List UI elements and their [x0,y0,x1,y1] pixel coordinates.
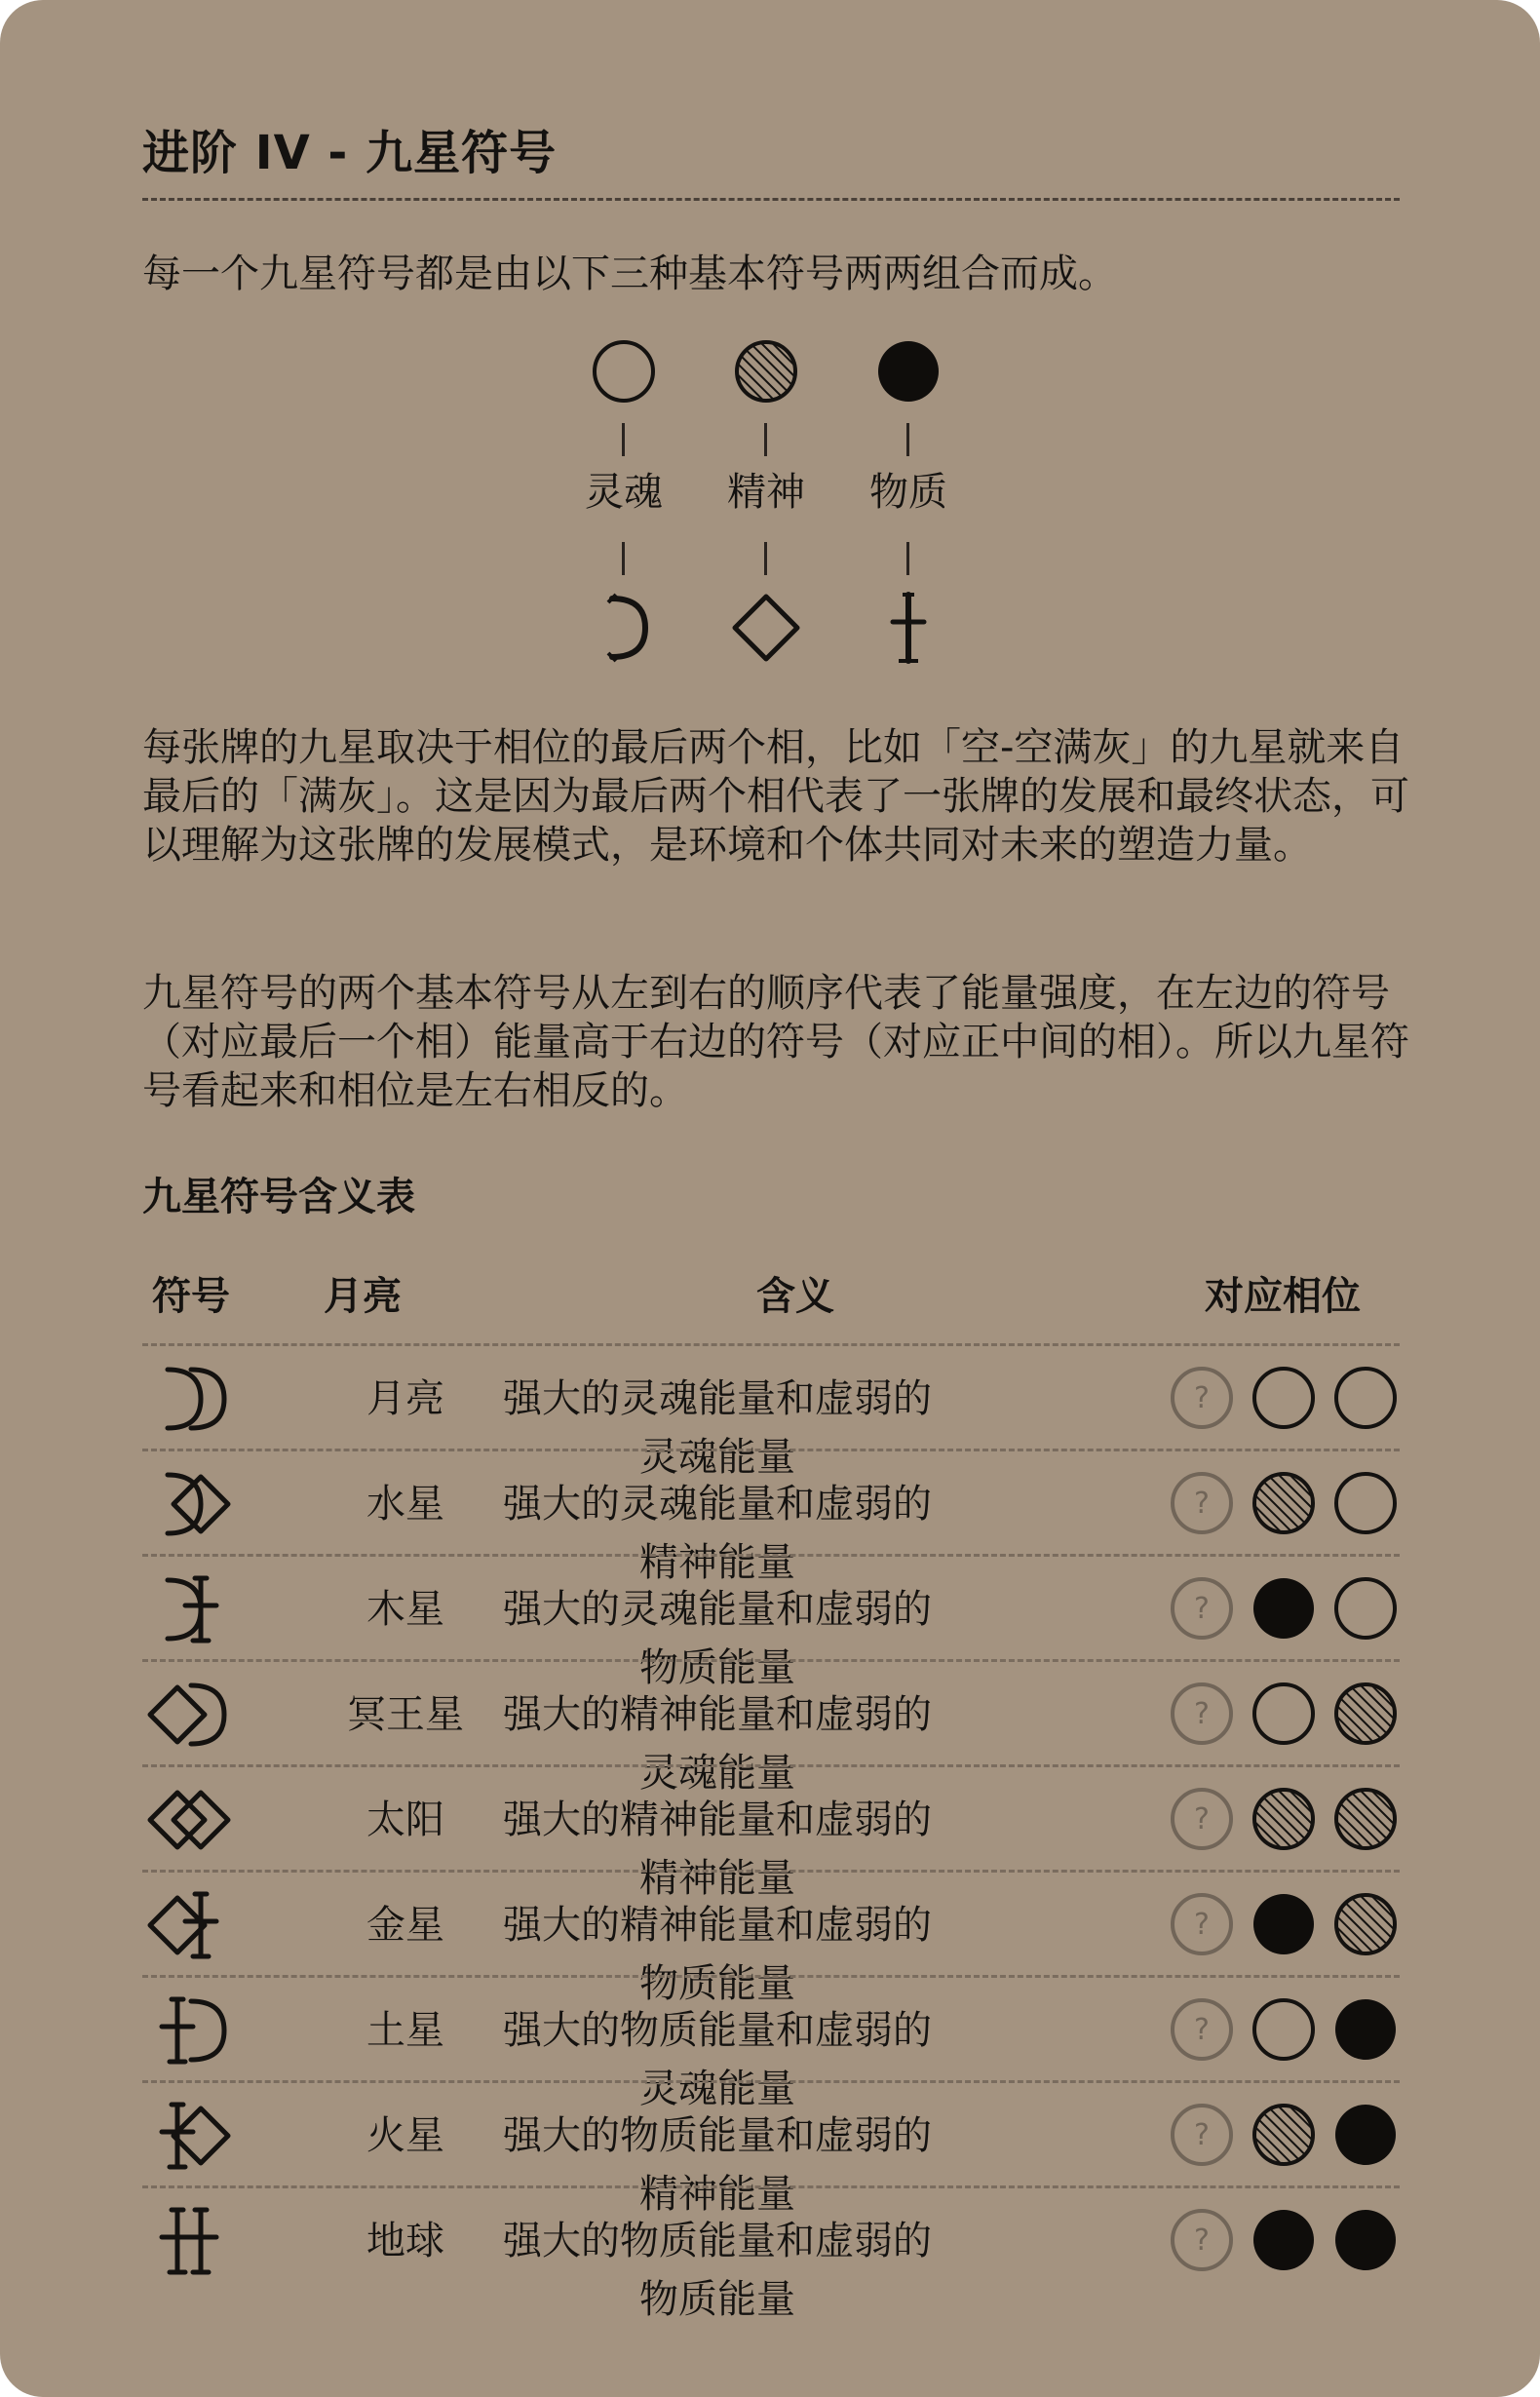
question-circle-icon [1170,2208,1234,2272]
diamond-glyph-icon [727,589,805,667]
solid-circle-icon [1333,1997,1398,2062]
row-meaning: 强大的灵魂能量和虚弱的物质能量 [503,1587,932,1690]
solid-circle-icon [1251,1892,1316,1956]
empty-circle-icon [1333,1576,1398,1641]
legend-spirit [708,331,825,682]
solid-circle-icon [1333,2103,1398,2167]
row-moon-name: 水星 [366,1482,444,1527]
cross-moon-icon [142,1991,240,2069]
table-row [142,1764,1400,1901]
moon-glyph-icon [585,589,663,667]
row-meaning: 强大的物质能量和虚弱的灵魂能量 [503,2008,932,2111]
question-circle-icon [1170,1997,1234,2062]
row-meaning: 强大的灵魂能量和虚弱的灵魂能量 [503,1376,932,1480]
row-meaning: 强大的精神能量和虚弱的精神能量 [503,1798,932,1901]
question-mark: ? [1194,1381,1210,1415]
table-row [142,1449,1400,1585]
solid-circle-icon [1251,1576,1316,1641]
row-meaning: 强大的精神能量和虚弱的物质能量 [503,1903,932,2006]
question-mark: ? [1194,1908,1210,1942]
legend-label-soul: 灵魂 [585,470,663,515]
solid-circle-icon [876,339,941,404]
phase-explanation-text: 每张牌的九星取决于相位的最后两个相，比如「空-空满灰」的九星就来自最后的「满灰」。这是因为最后两个相代表了一张牌的发展和最终状态，可以理解为这张牌的发展模式，是环境和个体共同对未来的塑造力量。 [142,725,1409,868]
legend-connector [764,423,767,456]
empty-circle-icon [1251,1682,1316,1746]
table-row [142,1554,1400,1690]
table-row [142,2185,1400,2322]
legend-connector [764,542,767,575]
intro-text: 每一个九星符号都是由以下三种基本符号两两组合而成。 [142,251,1117,296]
question-circle-icon [1170,2103,1234,2167]
question-circle-icon [1170,1576,1234,1641]
row-meaning: 强大的物质能量和虚弱的精神能量 [503,2113,932,2217]
legend-connector [622,542,625,575]
row-moon-name: 地球 [366,2219,444,2263]
question-circle-icon [1170,1366,1234,1430]
empty-circle-icon [1333,1471,1398,1535]
moon-moon-icon [142,1360,240,1438]
legend-label-spirit: 精神 [727,470,805,515]
solid-circle-icon [1251,2208,1316,2272]
legend-soul [565,331,682,682]
table-row [142,1343,1400,1480]
basic-symbol-legend [565,331,975,682]
legend-connector [906,542,909,575]
diamond-moon-icon [142,1676,240,1754]
row-moon-name: 土星 [366,2008,444,2053]
cross-glyph-icon [869,589,947,667]
cross-cross-icon [142,2202,240,2280]
question-circle-icon [1170,1892,1234,1956]
table-title: 九星符号含义表 [142,1175,415,1219]
table-row [142,1870,1400,2006]
diamond-cross-icon [142,1886,240,1964]
empty-circle-icon [1251,1366,1316,1430]
question-circle-icon [1170,1787,1234,1851]
diamond-diamond-icon [142,1781,240,1859]
title-divider [142,198,1400,201]
hatched-circle-icon [734,339,798,404]
column-header-moon: 月亮 [324,1274,402,1319]
column-header-symbol: 符号 [152,1274,230,1319]
hatched-circle-icon [1251,2103,1316,2167]
hatched-circle-icon [1251,1787,1316,1851]
hatched-circle-icon [1333,1682,1398,1746]
legend-connector [622,423,625,456]
legend-connector [906,423,909,456]
column-header-meaning: 含义 [756,1274,834,1319]
moon-diamond-icon [142,1465,240,1543]
row-moon-name: 太阳 [366,1798,444,1842]
empty-circle-icon [592,339,656,404]
table-row [142,1659,1400,1796]
table-row [142,2080,1400,2217]
question-mark: ? [1194,1697,1210,1731]
row-moon-name: 木星 [366,1587,444,1632]
row-moon-name: 金星 [366,1903,444,1948]
question-circle-icon [1170,1682,1234,1746]
question-mark: ? [1194,1802,1210,1836]
question-mark: ? [1194,2223,1210,2258]
hatched-circle-icon [1333,1787,1398,1851]
hatched-circle-icon [1333,1892,1398,1956]
cross-diamond-icon [142,2097,240,2175]
moon-cross-icon [142,1570,240,1648]
row-meaning: 强大的灵魂能量和虚弱的精神能量 [503,1482,932,1585]
question-mark: ? [1194,2118,1210,2152]
question-circle-icon [1170,1471,1234,1535]
page-title: 进阶 IV - 九星符号 [142,126,558,180]
empty-circle-icon [1251,1997,1316,2062]
legend-label-matter: 物质 [869,470,947,515]
table-row [142,1975,1400,2111]
row-meaning: 强大的物质能量和虚弱的物质能量 [503,2219,932,2322]
row-moon-name: 月亮 [366,1376,444,1421]
legend-matter [850,331,967,682]
order-explanation-text: 九星符号的两个基本符号从左到右的顺序代表了能量强度，在左边的符号（对应最后一个相）能量高于右边的符号（对应正中间的相）。所以九星符号看起来和相位是左右相反的。 [142,971,1409,1113]
column-header-phase: 对应相位 [1205,1274,1361,1319]
question-mark: ? [1194,2013,1210,2047]
solid-circle-icon [1333,2208,1398,2272]
question-mark: ? [1194,1592,1210,1626]
row-moon-name: 火星 [366,2113,444,2158]
row-moon-name: 冥王星 [347,1692,464,1737]
empty-circle-icon [1333,1366,1398,1430]
question-mark: ? [1194,1487,1210,1521]
hatched-circle-icon [1251,1471,1316,1535]
row-meaning: 强大的精神能量和虚弱的灵魂能量 [503,1692,932,1796]
